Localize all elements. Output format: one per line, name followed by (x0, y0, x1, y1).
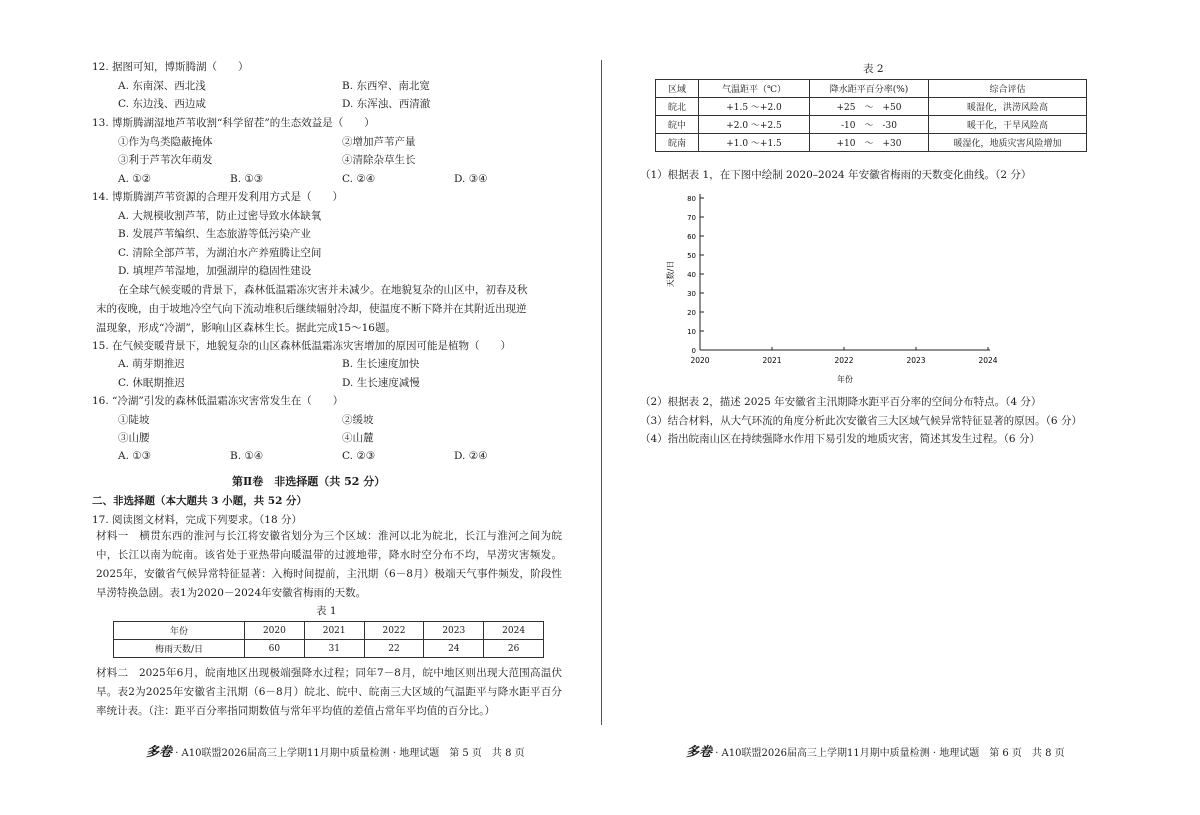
q15-option-d: D. 生长速度减慢 (342, 377, 420, 389)
table2-header-cell: 综合评估 (929, 80, 1087, 98)
footer-page-5 (146, 741, 525, 760)
q15-option-c: C. 休眠期推迟 (118, 377, 185, 389)
x-axis-label: 年份 (837, 375, 853, 384)
q12-stem: 12. 据图可知，博斯腾湖（ ） (92, 61, 249, 73)
q16-option-d: D. ②④ (454, 450, 488, 462)
table2-cell: +25 ～ +50 (810, 98, 929, 116)
q14-stem: 14. 博斯腾湖芦苇资源的合理开发利用方式是（ ） (92, 191, 344, 203)
section2-heading: 二、非选择题（本大题共 3 小题，共 52 分） (92, 495, 308, 507)
q12-option-b: B. 东西窄、南北宽 (342, 80, 430, 92)
table1-title: 表 1 (316, 605, 337, 617)
q14-option-c: C. 清除全部芦苇，为湖泊水产养殖腾让空间 (118, 247, 322, 259)
table1-header-cell: 2021 (304, 622, 364, 640)
table1-cell: 24 (424, 640, 484, 658)
q12-option-d: D. 东浑浊、西清澈 (342, 98, 431, 110)
q15-option-a: A. 萌芽期推迟 (118, 358, 185, 370)
table1-cell: 60 (245, 640, 305, 658)
y-tick-label: 20 (687, 309, 696, 317)
q16-option-b: B. ①④ (230, 450, 264, 462)
q16-item-4: ④山麓 (342, 432, 374, 444)
table2-cell: 皖中 (656, 116, 699, 134)
x-tick-label: 2024 (978, 356, 998, 365)
intro-line-1: 在全球气候变暖的背景下，森林低温霜冻灾害并未减少。在地貌复杂的山区中，初春及秋 (118, 284, 528, 296)
sub-question-4: （4）指出皖南山区在持续强降水作用下易引发的地质灾害，简述其发生过程。（6 分） (640, 433, 1040, 445)
q16-stem: 16. “冷湖”引发的森林低温霜冻灾害常发生在（ ） (92, 395, 344, 407)
table2-title: 表 2 (863, 63, 884, 75)
q14-option-b: B. 发展芦苇编织、生态旅游等低污染产业 (118, 228, 311, 240)
q15-option-b: B. 生长速度加快 (342, 358, 420, 370)
q13-option-c: C. ②④ (342, 173, 376, 185)
table-1 (113, 621, 544, 658)
x-tick-label: 2023 (906, 356, 926, 365)
table2-cell: 暖湿化，地质灾害风险增加 (929, 134, 1087, 152)
table2-cell: 暖湿化，洪涝风险高 (929, 98, 1087, 116)
table2-header-cell: 气温距平（℃） (699, 80, 810, 98)
table2-cell: +10 ～ +30 (810, 134, 929, 152)
table1-cell: 梅雨天数/日 (114, 640, 245, 658)
table2-row (656, 98, 1087, 116)
sub-question-3: （3）结合材料，从大气环流的角度分析此次安徽省三大区域气候异常特征显著的原因。（6 分） (640, 415, 1082, 427)
table1-cell: 26 (484, 640, 544, 658)
part2-title: 第Ⅱ卷 非选择题（共 52 分） (232, 475, 386, 488)
table2-cell: -10 ～ -30 (810, 116, 929, 134)
q16-option-c: C. ②③ (342, 450, 376, 462)
table1-header-cell: 2022 (364, 622, 424, 640)
footer-page-6 (686, 741, 1065, 760)
intro-line-3: 温现象，形成“冷湖”，影响山区森林生长。据此完成15～16题。 (96, 322, 396, 334)
y-tick-label: 60 (687, 233, 696, 241)
footer-text: · A10联盟2026届高三上学期11月期中质量检测 · 地理试题 第 5 页 共 8 页 (175, 748, 525, 759)
x-tick-label: 2022 (834, 356, 854, 365)
y-tick-label: 0 (691, 347, 696, 355)
table2-row (656, 134, 1087, 152)
page-6 (600, 0, 1200, 815)
table2-cell: 暖干化，干旱风险高 (929, 116, 1087, 134)
q13-option-b: B. ①③ (230, 173, 264, 185)
table1-header-cell: 2024 (484, 622, 544, 640)
table1-header-cell: 年份 (114, 622, 245, 640)
q13-item-4: ④清除杂草生长 (342, 154, 416, 166)
table2-header-cell: 降水距平百分率(%) (810, 80, 929, 98)
table2-header-row (656, 80, 1087, 98)
table2-cell: +2.0 ～+2.5 (699, 116, 810, 134)
table2-cell: +1.5 ～+2.0 (699, 98, 810, 116)
table2-cell: 皖南 (656, 134, 699, 152)
table1-cell: 31 (304, 640, 364, 658)
q14-option-d: D. 填埋芦苇湿地，加强湖岸的稳固性建设 (118, 265, 312, 277)
table1-header-cell: 2023 (424, 622, 484, 640)
y-tick-label: 30 (687, 290, 696, 298)
table1-cell: 22 (364, 640, 424, 658)
y-tick-label: 10 (687, 328, 696, 336)
q13-option-a: A. ①② (118, 173, 152, 185)
intro-line-2: 末的夜晚，由于坡地冷空气向下流动堆积后继续辐射冷却，使温度不断下降并在其附近出现逆 (96, 303, 527, 315)
q13-item-2: ②增加芦苇产量 (342, 136, 416, 148)
table2-header-cell: 区域 (656, 80, 699, 98)
q13-item-3: ③利于芦苇次年萌发 (118, 154, 213, 166)
table2-cell: 皖北 (656, 98, 699, 116)
q12-option-a: A. 东南深、西北浅 (118, 80, 206, 92)
sub-question-1: （1）根据表 1，在下图中绘制 2020–2024 年安徽省梅雨的天数变化曲线。（2 分） (640, 169, 1032, 181)
q17-stem: 17. 阅读图文材料，完成下列要求。（18 分） (92, 514, 302, 526)
sub-question-2: （2）根据表 2，描述 2025 年安徽省主汛期降水距平百分率的空间分布特点。（4 分） (640, 396, 1042, 408)
x-tick-label: 2020 (690, 356, 710, 365)
q14-option-a: A. 大规模收割芦苇，防止过密导致水体缺氧 (118, 210, 322, 222)
brand-logo: 多卷 (146, 745, 173, 760)
x-tick-label: 2021 (762, 356, 782, 365)
q15-stem: 15. 在气候变暖背景下，地貌复杂的山区森林低温霜冻灾害增加的原因可能是植物（ ） (92, 340, 512, 352)
table2-row (656, 116, 1087, 134)
y-axis-label: 天数/日 (666, 260, 675, 288)
y-tick-label: 70 (687, 214, 696, 222)
q16-item-3: ③山腰 (118, 432, 150, 444)
material-1: 材料一 横贯东西的淮河与长江将安徽省划分为三个区域：淮河以北为皖北，长江与淮河之间为皖中，长江以南为皖南。该省处于亚热带向暖温带的过渡地带，降水时空分布不均，旱涝灾害频发。2025年，安徽省气候异常特征显著：入梅时间提前，主汛期（6－8月）极端天气事件频发，阶段性旱涝特换急剧。表1为2020－2024年安徽省梅雨的天数。 (96, 530, 562, 599)
table-2 (655, 79, 1087, 152)
material-2: 材料二 2025年6月，皖南地区出现极端强降水过程；同年7－8月，皖中地区则出现大范围高温伏旱。表2为2025年安徽省主汛期（6－8月）皖北、皖中、皖南三大区域的气温距平与降水距平百分率统计表。（注：距平百分率指同期数值与常年平均值的差值占常年平均值的百分比。） (96, 667, 562, 717)
brand-logo: 多卷 (686, 745, 713, 760)
y-tick-label: 80 (687, 195, 696, 203)
q16-item-1: ①陡坡 (118, 414, 150, 426)
table1-header-cell: 2020 (245, 622, 305, 640)
q13-item-1: ①作为鸟类隐蔽掩体 (118, 136, 213, 148)
table1-data-row (114, 640, 544, 658)
q13-stem: 13. 博斯腾湖湿地芦苇收割“科学留茬”的生态效益是（ ） (92, 117, 375, 129)
q16-item-2: ②缓坡 (342, 414, 374, 426)
q16-option-a: A. ①③ (118, 450, 152, 462)
q13-option-d: D. ③④ (454, 173, 488, 185)
footer-text: · A10联盟2026届高三上学期11月期中质量检测 · 地理试题 第 6 页 共 8 页 (715, 748, 1065, 759)
table1-header-row (114, 622, 544, 640)
blank-line-chart (660, 190, 1020, 390)
y-tick-label: 50 (687, 252, 696, 260)
table2-cell: +1.0 ～+1.5 (699, 134, 810, 152)
q12-option-c: C. 东边浅、西边咸 (118, 98, 206, 110)
y-tick-label: 40 (687, 271, 696, 279)
